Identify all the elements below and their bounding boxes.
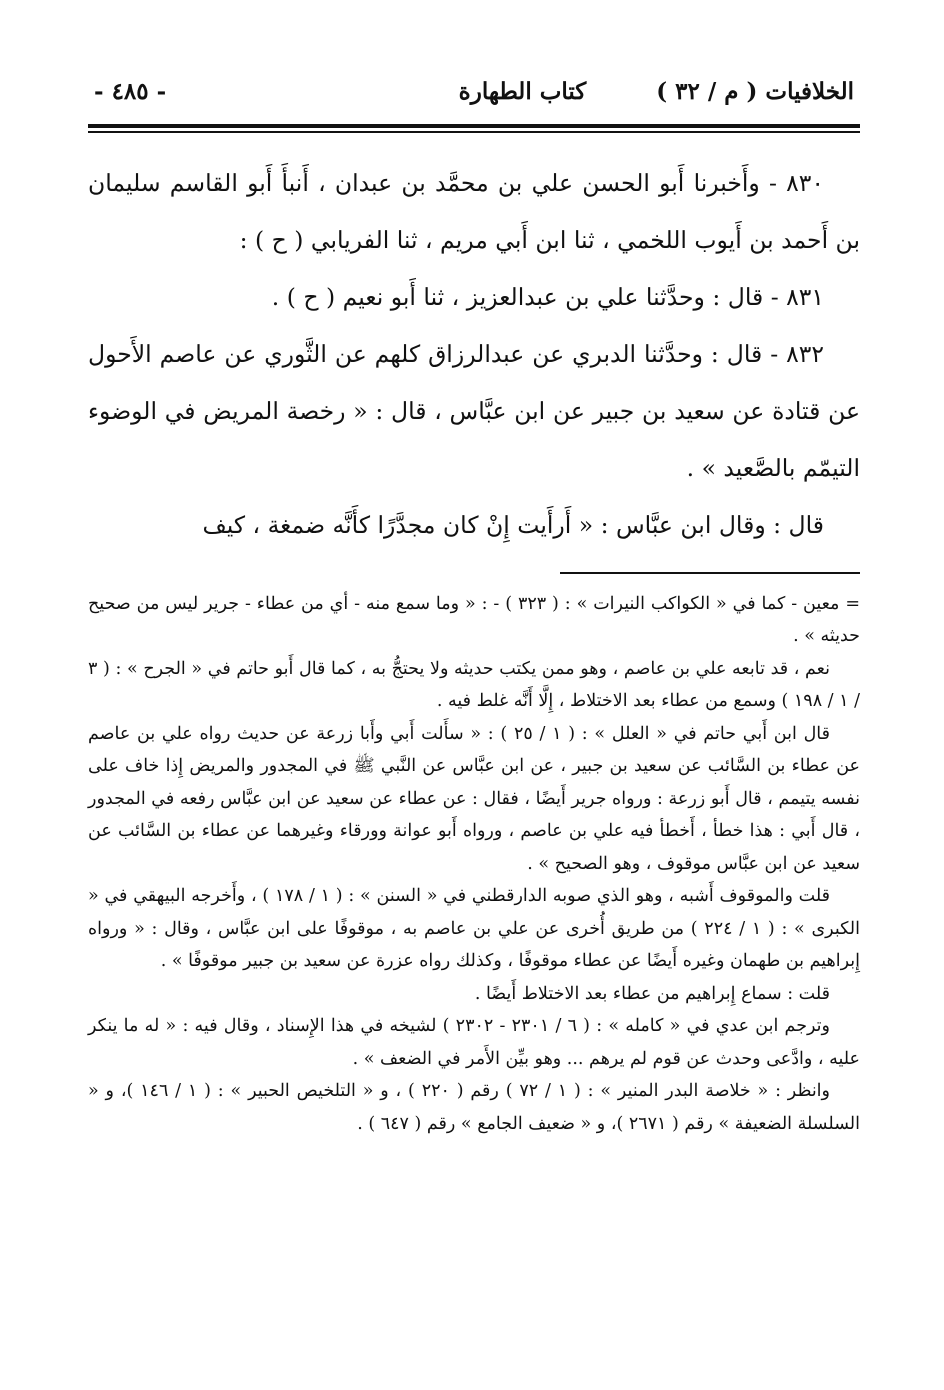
- hadith-830: ٨٣٠ - وأَخبرنا أَبو الحسن علي بن محمَّد بن عبدان ، أَنبأَ أَبو القاسم سليمان بن أَحمد بن أَيوب اللخمي ، ثنا ابن أَبي مريم ، ثنا الفريابي ( ح ) :: [88, 168, 860, 254]
- hadith-831: ٨٣١ - قال : وحدَّثنا علي بن عبدالعزيز ، ثنا أَبو نعيم ( ح ) .: [271, 282, 824, 311]
- footnote-paragraph: = معين - كما في « الكواكب النيرات » : ( ٣٢٣ ) - : « وما سمع منه - أي من عطاء - جرير ليس من صحيح حديثه » .: [88, 593, 860, 646]
- running-header: [88, 78, 860, 122]
- footnote-separator: [560, 572, 860, 574]
- footnote-paragraph: قلت : سماع إِبراهيم من عطاء بعد الاختلاط أَيضًا .: [474, 983, 830, 1004]
- hadith-832: ٨٣٢ - قال : وحدَّثنا الدبري عن عبدالرزاق كلهم عن الثَّوري عن عاصم الأَحول عن قتادة عن سعيد بن جبير عن ابن عبَّاس ، قال : « رخصة المريض في الوضوء التيمّم بالصَّعيد » .: [88, 339, 860, 482]
- page-number: - ٤٨٥ -: [94, 78, 167, 105]
- main-text: [88, 155, 860, 554]
- book-page: [88, 78, 860, 1140]
- header-rule-thin: [88, 131, 860, 133]
- footnote-paragraph: قلت والموقوف أَشبه ، وهو الذي صوبه الدارقطني في « السنن » : ( ١ / ١٧٨ ) ، وأَخرجه البيهقي في « الكبرى » : ( ١ / ٢٢٤ ) من طريق أُخرى عن علي بن عاصم به ، موقوفًا على ابن عبَّاس ، وقال : « ورواه إِبراهيم بن طهمان وغيره أَيضًا عن عطاء موقوفًا ، وكذلك رواه عزرة عن سعيد بن جبير موقوفًا » .: [88, 886, 860, 971]
- footnote-paragraph: وترجم ابن عدي في « كامله » : ( ٦ / ٢٣٠١ - ٢٣٠٢ ) لشيخه في هذا الإِسناد ، وقال فيه : « له ما ينكر عليه ، وادَّعى وحدث عن قوم لم يرهم ... وهو بيِّن الأَمر في الضعف » .: [88, 1016, 860, 1069]
- section-title: كتاب الطهارة: [458, 78, 587, 105]
- main-continuation: قال : وقال ابن عبَّاس : « أَرأَيت إِنْ كان مجدَّرًا كأَنَّه ضمغة ، كيف: [202, 510, 824, 539]
- footnote-paragraph: وانظر : « خلاصة البدر المنير » : ( ١ / ٧٢ ) رقم ( ٢٢٠ ) ، و « التلخيص الحبير » : ( ١ / ١٤٦ )، و « السلسلة الضعيفة » رقم ( ٢٦٧١ )، و « ضعيف الجامع » رقم ( ٦٤٧ ) .: [88, 1081, 860, 1134]
- footnotes: [88, 588, 860, 1141]
- header-right-group: [459, 78, 854, 105]
- footnote-paragraph: نعم ، قد تابعه علي بن عاصم ، وهو ممن يكتب حديثه ولا يحتجُّ به ، كما قال أَبو حاتم في « الجرح » : ( ٣ / ١ / ١٩٨ ) وسمع من عطاء بعد الاختلاط ، إِلَّا أَنَّه غلط فيه .: [88, 658, 860, 711]
- footnote-paragraph: قال ابن أَبي حاتم في « العلل » : ( ١ / ٢٥ ) : « سأَلت أَبي وأَبا زرعة عن حديث رواه علي بن عاصم عن عطاء بن السَّائب عن سعيد بن جبير ، عن ابن عبَّاس عن النَّبي ﷺ في المجدور والمريض إِذا خاف على نفسه يتيمم ، قال أَبو زرعة : ورواه جرير أَيضًا ، فقال : عن عطاء عن سعيد عن ابن عبَّاس رفعه في المجدور ، قال أَبي : هذا خطأ ، أَخطأ فيه علي بن عاصم ، ورواه أَبو عوانة وورقاء وغيرهما عن عطاء بن السَّائب عن سعيد عن ابن عبَّاس موقوف ، وهو الصحيح » .: [88, 723, 860, 874]
- header-rule-thick: [88, 124, 860, 128]
- book-title: الخلافيات ( م / ٣٢ ): [656, 78, 854, 105]
